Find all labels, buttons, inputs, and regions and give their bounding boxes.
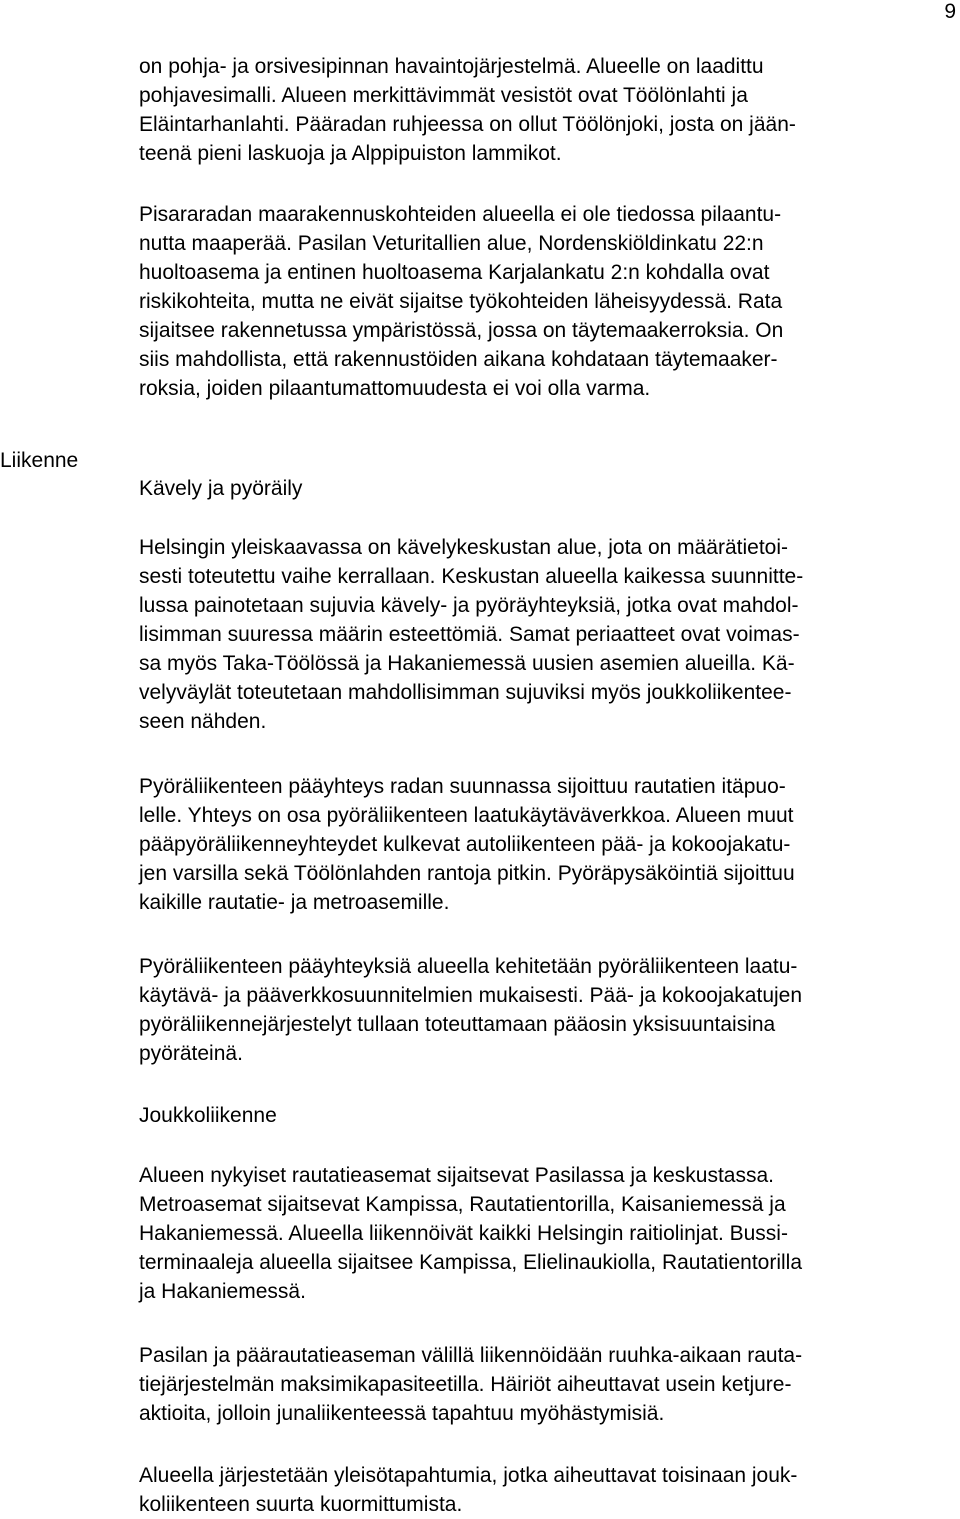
- text-line: tiejärjestelmän maksimikapasiteetilla. Häiriöt aiheuttavat usein ketjure-: [139, 1373, 792, 1396]
- text-line: huoltoasema ja entinen huoltoasema Karjalankatu 2:n kohdalla ovat: [139, 261, 770, 284]
- paragraph-cycling-development: [139, 952, 959, 1068]
- paragraph-groundwater: [139, 52, 959, 168]
- text-line: Alueella järjestetään yleisötapahtumia, jotka aiheuttavat toisinaan jouk-: [139, 1464, 798, 1487]
- text-line: siis mahdollista, että rakennustöiden aikana kohdataan täytemaaker-: [139, 348, 778, 371]
- text-line: terminaaleja alueella sijaitsee Kampissa, Elielinaukiolla, Rautatientorilla: [139, 1251, 803, 1274]
- text-line: sijaitsee rakennetussa ympäristössä, jossa on täytemaakerroksia. On: [139, 319, 784, 342]
- subheading-walking-cycling: [139, 474, 959, 503]
- paragraph-public-events: [139, 1461, 959, 1519]
- text-line: lisimman suuressa määrin esteettömiä. Samat periaatteet ovat voimas-: [139, 623, 800, 646]
- text-line: käytävä- ja pääverkkosuunnitelmien mukaisesti. Pää- ja kokoojakatujen: [139, 984, 803, 1007]
- text-line: teenä pieni laskuoja ja Alppipuiston lammikot.: [139, 142, 562, 165]
- text-line: riskikohteita, mutta ne eivät sijaitse työkohteiden läheisyydessä. Rata: [139, 290, 783, 313]
- paragraph-stations: [139, 1161, 959, 1306]
- text-line: lelle. Yhteys on osa pyöräliikenteen laatukäytäväverkkoa. Alueen muut: [139, 804, 794, 827]
- text-line: on pohja- ja orsivesipinnan havaintojärjestelmä. Alueelle on laadittu: [139, 55, 764, 78]
- text-line: Helsingin yleiskaavassa on kävelykeskustan alue, jota on määrätietoi-: [139, 536, 789, 559]
- text-line: Pyöräliikenteen pääyhteys radan suunnassa sijoittuu rautatien itäpuo-: [139, 775, 786, 798]
- text-line: lussa painotetaan sujuvia kävely- ja pyöräyhteyksiä, jotka ovat mahdol-: [139, 594, 799, 617]
- text-line: Pasilan ja päärautatieaseman välillä liikennöidään ruuhka-aikaan rauta-: [139, 1344, 803, 1367]
- text-line: pääpyöräliikenneyhteydet kulkevat autoliikenteen pää- ja kokoojakatu-: [139, 833, 791, 856]
- text-line: Hakaniemessä. Alueella liikennöivät kaikki Helsingin raitiolinjat. Bussi-: [139, 1222, 788, 1245]
- text-line: Pisararadan maarakennuskohteiden alueella ei ole tiedossa pilaantu-: [139, 203, 782, 226]
- paragraph-contaminated-soil: [139, 200, 959, 403]
- text-line: pyöräliikennejärjestelyt tullaan toteuttamaan pääosin yksisuuntaisina: [139, 1013, 776, 1036]
- side-heading-liikenne: Liikenne: [0, 449, 79, 472]
- text-line: nutta maaperää. Pasilan Veturitallien alue, Nordenskiöldinkatu 22:n: [139, 232, 764, 255]
- text-line: Eläintarhanlahti. Pääradan ruhjeessa on ollut Töölönjoki, josta on jään-: [139, 113, 796, 136]
- text-line: aktioita, jolloin junaliikenteessä tapahtuu myöhästymisiä.: [139, 1402, 665, 1425]
- paragraph-rail-capacity: [139, 1341, 959, 1428]
- text-line: Pyöräliikenteen pääyhteyksiä alueella kehitetään pyöräliikenteen laatu-: [139, 955, 798, 978]
- text-line: kaikille rautatie- ja metroasemille.: [139, 891, 450, 914]
- page-number: 9: [944, 0, 956, 23]
- text-line: Kävely ja pyöräily: [139, 477, 303, 500]
- text-line: velyväylät toteutetaan mahdollisimman sujuviksi myös joukkoliikentee-: [139, 681, 792, 704]
- text-line: jen varsilla sekä Töölönlahden rantoja pitkin. Pyöräpysäköintiä sijoittuu: [139, 862, 795, 885]
- text-line: Alueen nykyiset rautatieasemat sijaitsevat Pasilassa ja keskustassa.: [139, 1164, 774, 1187]
- text-line: Metroasemat sijaitsevat Kampissa, Rautatientorilla, Kaisaniemessä ja: [139, 1193, 786, 1216]
- text-line: sa myös Taka-Töölössä ja Hakaniemessä uusien asemien alueilla. Kä-: [139, 652, 795, 675]
- text-line: pyöräteinä.: [139, 1042, 243, 1065]
- text-line: seen nähden.: [139, 710, 267, 733]
- subheading-public-transport: [139, 1101, 959, 1130]
- text-line: koliikenteen suurta kuormittumista.: [139, 1493, 463, 1516]
- text-line: Joukkoliikenne: [139, 1104, 277, 1127]
- text-line: roksia, joiden pilaantumattomuudesta ei voi olla varma.: [139, 377, 651, 400]
- paragraph-cycling-main-route: [139, 772, 959, 917]
- paragraph-pedestrian-center: [139, 533, 959, 736]
- text-line: pohjavesimalli. Alueen merkittävimmät vesistöt ovat Töölönlahti ja: [139, 84, 748, 107]
- text-line: sesti toteutettu vaihe kerrallaan. Keskustan alueella kaikessa suunnitte-: [139, 565, 804, 588]
- text-line: ja Hakaniemessä.: [139, 1280, 306, 1303]
